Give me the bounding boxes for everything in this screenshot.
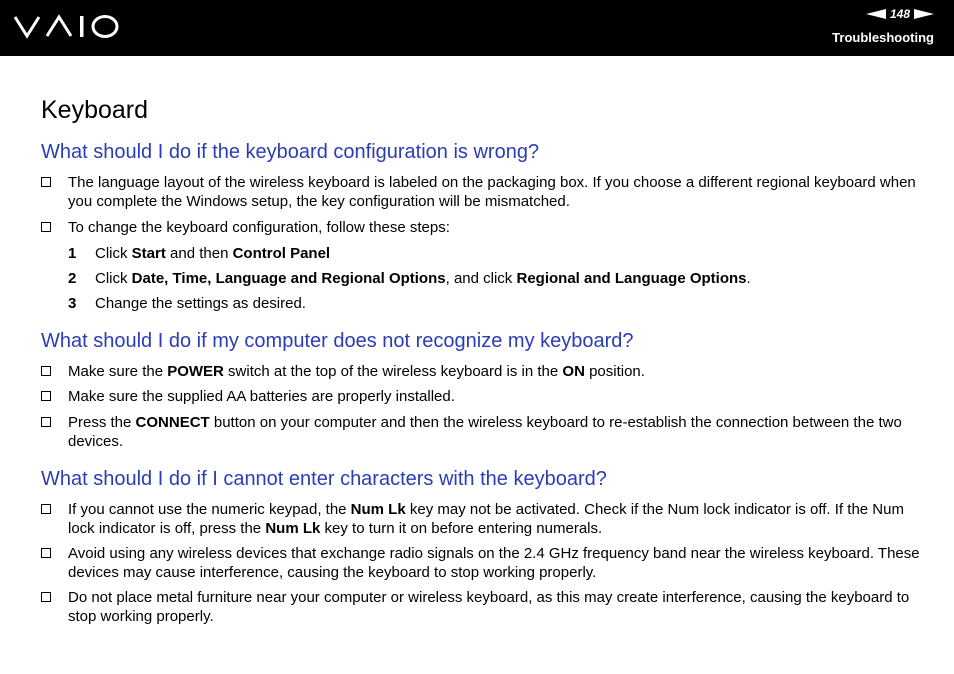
checkbox-bullet-icon [41, 391, 51, 401]
list-item: To change the keyboard configuration, follow these steps: [41, 218, 921, 237]
page-number: 148 [889, 7, 910, 21]
page-navigation [866, 7, 934, 21]
page-title: Keyboard [41, 96, 149, 124]
section-heading: What should I do if my computer does not recognize my keyboard? [41, 330, 634, 352]
list-item: Press the CONNECT button on your computer and then the wireless keyboard to re-establish the connection between the two devices. [41, 413, 921, 451]
next-page-arrow-icon[interactable] [914, 9, 934, 19]
step-item: 3 Change the settings as desired. [68, 295, 306, 312]
list-item: Avoid using any wireless devices that exchange radio signals on the 2.4 GHz frequency band near the wireless keyboard. These devices may cause interference, causing the keyboard to stop working properly. [41, 544, 921, 582]
list-item: The language layout of the wireless keyboard is labeled on the packaging box. If you choose a different regional keyboard when you complete the Windows setup, the key configuration will be mismatched. [41, 173, 921, 211]
checkbox-bullet-icon [41, 548, 51, 558]
checkbox-bullet-icon [41, 417, 51, 427]
list-item: Make sure the supplied AA batteries are properly installed. [41, 387, 921, 406]
checkbox-bullet-icon [41, 222, 51, 232]
step-number: 3 [68, 295, 77, 312]
vaio-logo [13, 14, 121, 45]
page-header [0, 0, 954, 56]
checkbox-bullet-icon [41, 366, 51, 376]
section-heading: What should I do if the keyboard configuration is wrong? [41, 141, 540, 163]
previous-page-arrow-icon[interactable] [866, 9, 886, 19]
step-number: 1 [68, 245, 77, 262]
page-content [41, 94, 921, 626]
section-label: Troubleshooting [832, 30, 934, 45]
step-item: 1 Click Start and then Control Panel [68, 245, 331, 262]
checkbox-bullet-icon [41, 177, 51, 187]
list-item: Make sure the POWER switch at the top of the wireless keyboard is in the ON position. [41, 362, 921, 381]
step-number: 2 [68, 270, 77, 287]
checkbox-bullet-icon [41, 592, 51, 602]
section-heading: What should I do if I cannot enter characters with the keyboard? [41, 468, 607, 490]
checkbox-bullet-icon [41, 504, 51, 514]
list-item: Do not place metal furniture near your computer or wireless keyboard, as this may create interference, causing the keyboard to stop working properly. [41, 588, 921, 626]
step-item: 2 Click Date, Time, Language and Regional Options, and click Regional and Language Options. [68, 270, 751, 287]
list-item: If you cannot use the numeric keypad, the Num Lk key may not be activated. Check if the Num lock indicator is off. If the Num lock indicator is off, press the Num Lk key to turn it on before entering numerals. [41, 500, 921, 538]
